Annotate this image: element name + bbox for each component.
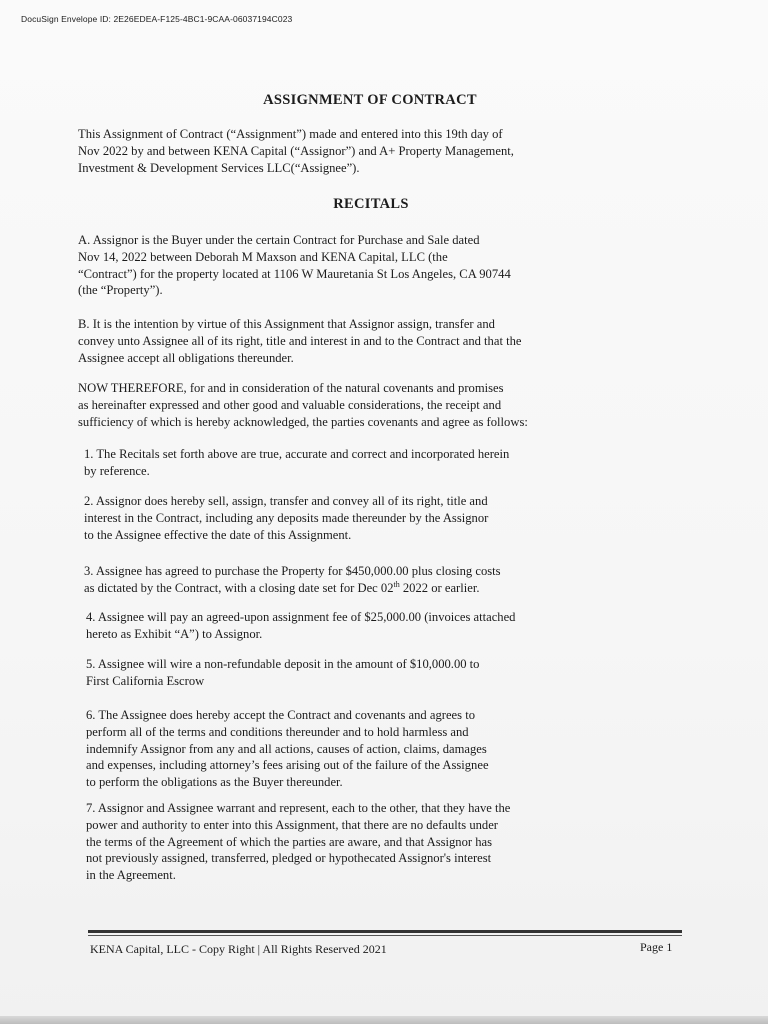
text-line: not previously assigned, transferred, pledged or hypothecated Assignor's interest <box>86 851 492 866</box>
footer-copyright: KENA Capital, LLC - Copy Right | All Rights Reserved 2021 <box>90 942 387 956</box>
text-line: interest in the Contract, including any deposits made thereunder by the Assignor <box>84 510 489 525</box>
page-number: Page 1 <box>640 940 673 954</box>
text-line: and expenses, including attorney’s fees arising out of the failure of the Assignee <box>86 758 489 773</box>
text-line: (the “Property”). <box>78 283 163 298</box>
text-line: convey unto Assignee all of its right, title and interest in and to the Contract and that the <box>78 333 522 348</box>
text-line: by reference. <box>84 463 150 478</box>
text-line: the terms of the Agreement of which the parties are aware, and that Assignor has <box>86 834 493 849</box>
text-segment: as dictated by the Contract, with a closing date set for Dec 02 <box>84 580 394 595</box>
clause-7 <box>86 800 596 884</box>
envelope-id: DocuSign Envelope ID: 2E26EDEA-F125-4BC1-9CAA-06037194C023 <box>21 14 293 24</box>
text-segment: 2022 or earlier. <box>399 580 480 595</box>
text-line: 2. Assignor does hereby sell, assign, transfer and convey all of its right, title and <box>84 494 488 508</box>
text-line: perform all of the terms and conditions thereunder and to hold harmless and <box>86 724 469 739</box>
text-line: in the Agreement. <box>86 868 176 883</box>
text-line: as hereinafter expressed and other good and valuable considerations, the receipt and <box>78 397 502 412</box>
clause-3 <box>84 563 594 597</box>
clause-5 <box>86 656 596 690</box>
footer-divider <box>88 930 682 933</box>
text-line: to perform the obligations as the Buyer thereunder. <box>86 775 343 790</box>
text-line: NOW THEREFORE, for and in consideration of the natural covenants and promises <box>78 381 504 395</box>
text-line: 3. Assignee has agreed to purchase the Property for $450,000.00 plus closing costs <box>84 564 501 578</box>
clause-2 <box>84 493 594 543</box>
text-line <box>84 580 594 597</box>
footer-divider-thin <box>88 935 682 936</box>
text-line: to the Assignee effective the date of this Assignment. <box>84 527 352 542</box>
text-line: “Contract”) for the property located at 1106 W Mauretania St Los Angeles, CA 90744 <box>78 266 511 281</box>
text-line: Investment & Development Services LLC(“Assignee”). <box>78 160 360 175</box>
page-edge-shadow <box>0 1016 768 1024</box>
text-line: indemnify Assignor from any and all actions, causes of action, claims, damages <box>86 741 487 756</box>
text-line: A. Assignor is the Buyer under the certain Contract for Purchase and Sale dated <box>78 233 480 247</box>
text-line: This Assignment of Contract (“Assignment”) made and entered into this 19th day of <box>78 127 503 141</box>
recital-b <box>78 316 588 366</box>
text-line: Nov 2022 by and between KENA Capital (“Assignor”) and A+ Property Management, <box>78 143 514 158</box>
text-line: power and authority to enter into this Assignment, that there are no defaults under <box>86 817 498 832</box>
text-line: 1. The Recitals set forth above are true, accurate and correct and incorporated herein <box>84 447 510 461</box>
ordinal-suffix: th <box>393 579 400 589</box>
text-line: Nov 14, 2022 between Deborah M Maxson and KENA Capital, LLC (the <box>78 249 448 264</box>
now-therefore-paragraph <box>78 380 588 430</box>
text-line: B. It is the intention by virtue of this Assignment that Assignor assign, transfer and <box>78 317 495 331</box>
recital-a <box>78 232 588 299</box>
recitals-heading: RECITALS <box>333 196 409 212</box>
text-line: 6. The Assignee does hereby accept the Contract and covenants and agrees to <box>86 708 475 722</box>
text-line: 4. Assignee will pay an agreed-upon assignment fee of $25,000.00 (invoices attached <box>86 610 516 624</box>
clause-1 <box>84 446 594 480</box>
text-line: First California Escrow <box>86 673 205 688</box>
text-line: sufficiency of which is hereby acknowledged, the parties covenants and agree as follows: <box>78 414 528 429</box>
text-line: 7. Assignor and Assignee warrant and represent, each to the other, that they have the <box>86 801 511 815</box>
text-line: Assignee accept all obligations thereunder. <box>78 350 294 365</box>
clause-6 <box>86 707 596 791</box>
clause-4 <box>86 609 596 643</box>
text-line: hereto as Exhibit “A”) to Assignor. <box>86 626 263 641</box>
text-line: 5. Assignee will wire a non-refundable deposit in the amount of $10,000.00 to <box>86 657 480 671</box>
document-title: ASSIGNMENT OF CONTRACT <box>263 92 477 108</box>
intro-paragraph <box>78 126 588 176</box>
